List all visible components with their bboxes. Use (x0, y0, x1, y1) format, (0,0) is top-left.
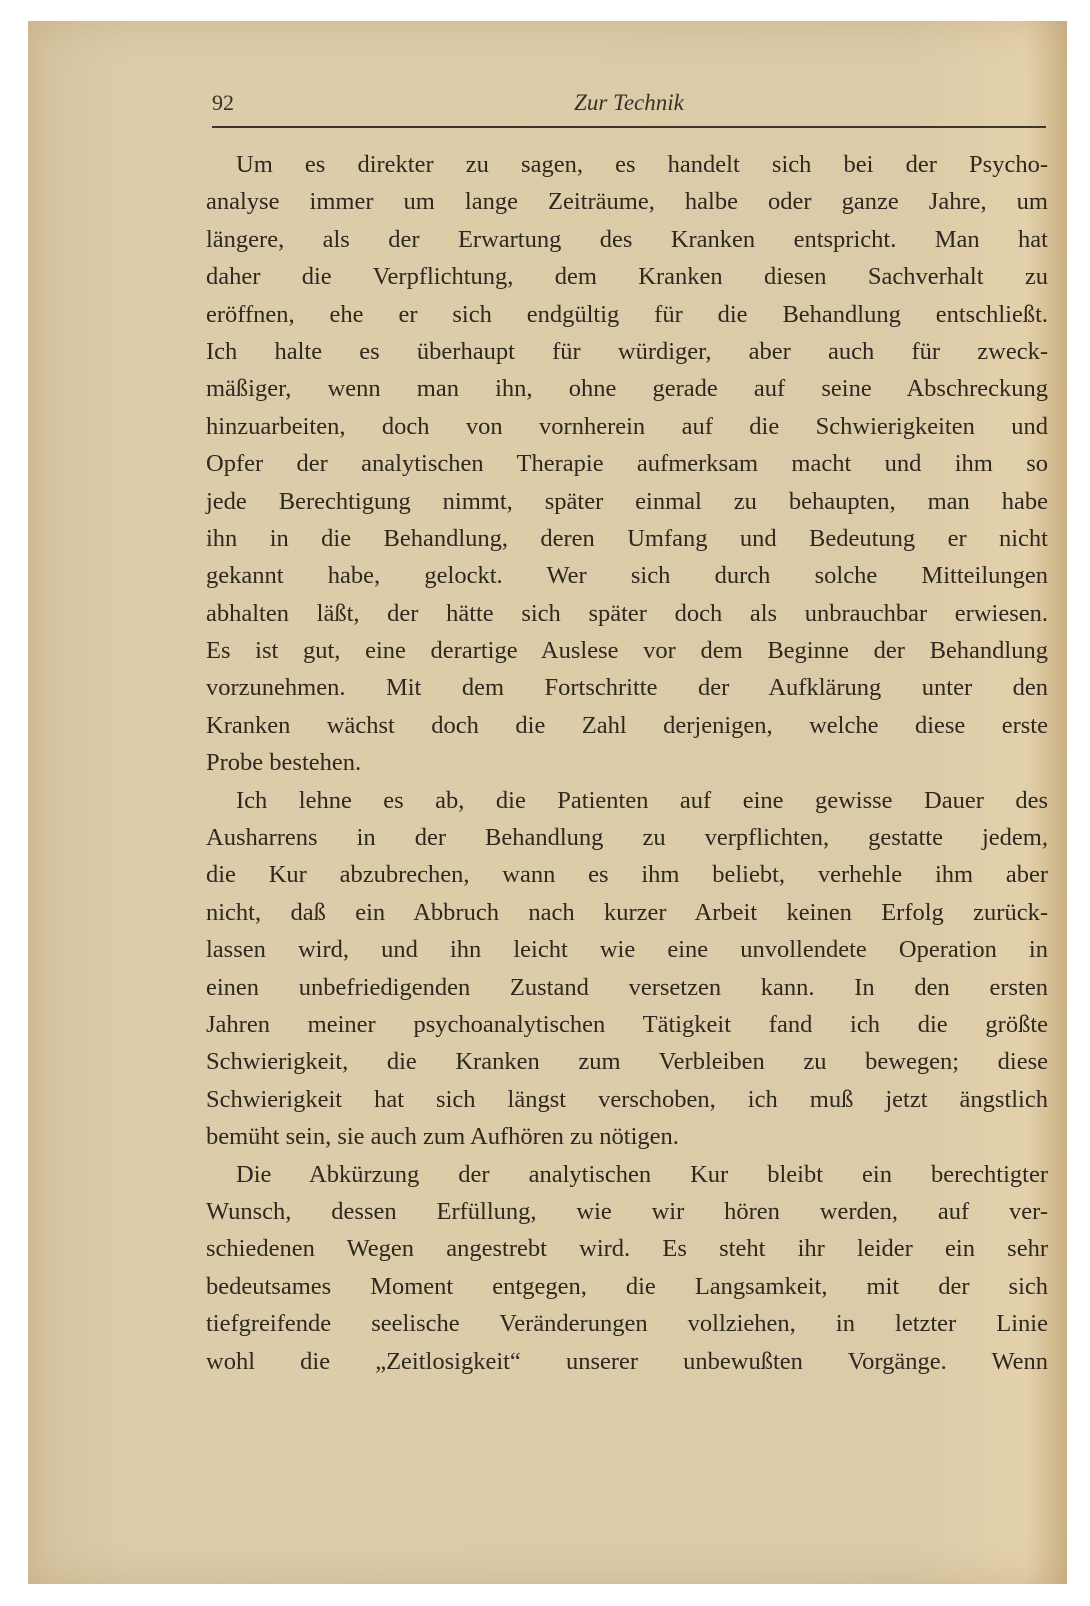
text-line: bedeutsames Moment entgegen, die Langsamkeit, mit der sich (206, 1272, 1048, 1300)
text-line: die Kur abzubrechen, wann es ihm beliebt, verhehle ihm aber (206, 861, 1048, 889)
text-line: Probe bestehen. (206, 749, 362, 777)
text-line: mäßiger, wenn man ihn, ohne gerade auf seine Abschreckung (206, 375, 1048, 403)
text-line: Ich halte es überhaupt für würdiger, aber auch für zweck- (206, 337, 1048, 365)
text-line: nicht, daß ein Abbruch nach kurzer Arbeit keinen Erfolg zurück- (206, 898, 1048, 926)
text-line: Um es direkter zu sagen, es handelt sich bei der Psycho- (236, 151, 1048, 178)
header-rule (212, 126, 1046, 128)
text-line: Schwierigkeit hat sich längst verschoben, ich muß jetzt ängstlich (206, 1085, 1048, 1113)
text-line: Ausharrens in der Behandlung zu verpflichten, gestatte jedem, (206, 824, 1048, 852)
running-title: Zur Technik (574, 90, 684, 115)
text-line: Jahren meiner psychoanalytischen Tätigkeit fand ich die größte (206, 1010, 1048, 1038)
text-line: Kranken wächst doch die Zahl derjenigen, welche diese erste (206, 711, 1048, 739)
text-line: wohl die „Zeitlosigkeit“ unserer unbewußten Vorgänge. Wenn (206, 1347, 1048, 1375)
text-line: gekannt habe, gelockt. Wer sich durch solche Mitteilungen (206, 562, 1048, 590)
text-line: lassen wird, und ihn leicht wie eine unvollendete Operation in (206, 936, 1048, 964)
text-line: ihn in die Behandlung, deren Umfang und Bedeutung er nicht (206, 524, 1048, 552)
text-line: Schwierigkeit, die Kranken zum Verbleiben zu bewegen; diese (206, 1048, 1048, 1076)
text-line: Die Abkürzung der analytischen Kur bleibt ein berechtigter (236, 1160, 1048, 1188)
text-line: abhalten läßt, der hätte sich später doch als unbrauchbar erwiesen. (206, 599, 1048, 627)
text-line: bemüht sein, sie auch zum Aufhören zu nötigen. (206, 1123, 679, 1151)
text-line: längere, als der Erwartung des Kranken entspricht. Man hat (206, 225, 1048, 253)
text-line: Ich lehne es ab, die Patienten auf eine gewisse Dauer des (236, 786, 1048, 814)
text-line: eröffnen, ehe er sich endgültig für die Behandlung entschließt. (206, 300, 1048, 328)
text-line: Opfer der analytischen Therapie aufmerksam macht und ihm so (206, 450, 1048, 478)
text-line: analyse immer um lange Zeiträume, halbe oder ganze Jahre, um (206, 188, 1048, 216)
text-line: schiedenen Wegen angestrebt wird. Es steht ihr leider ein sehr (206, 1235, 1048, 1263)
page-header (212, 90, 1046, 120)
text-line: hinzuarbeiten, doch von vornherein auf die Schwierigkeiten und (206, 412, 1048, 440)
text-line: einen unbefriedigenden Zustand versetzen kann. In den ersten (206, 973, 1048, 1001)
text-line: Wunsch, dessen Erfüllung, wie wir hören werden, auf ver- (206, 1197, 1048, 1225)
page-number: 92 (212, 90, 234, 115)
text-line: Es ist gut, eine derartige Auslese vor dem Beginne der Behandlung (206, 637, 1048, 665)
text-line: jede Berechtigung nimmt, später einmal zu behaupten, man habe (206, 487, 1048, 515)
text-line: vorzunehmen. Mit dem Fortschritte der Aufklärung unter den (206, 674, 1048, 702)
text-line: daher die Verpflichtung, dem Kranken diesen Sachverhalt zu (206, 263, 1048, 291)
text-line: tiefgreifende seelische Veränderungen vollziehen, in letzter Linie (206, 1310, 1048, 1338)
body-text (206, 146, 1048, 1380)
